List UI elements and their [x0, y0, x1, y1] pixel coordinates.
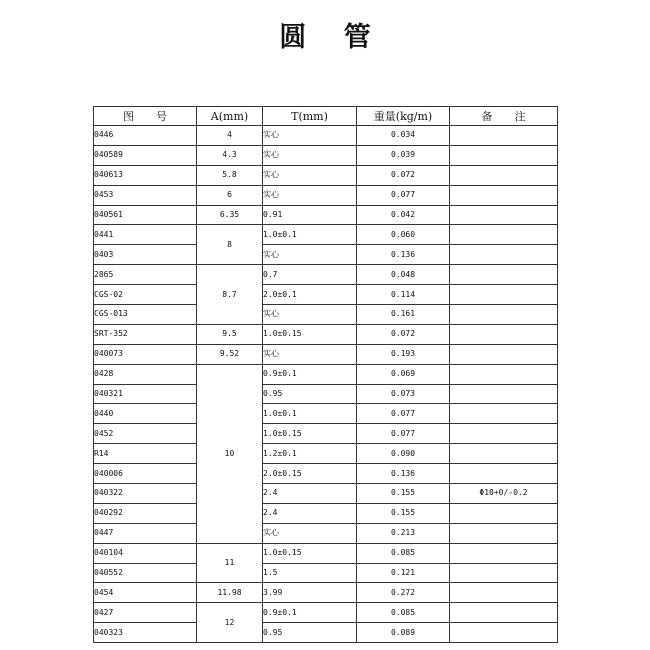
cell-drawing-no: CGS-02 [94, 285, 197, 305]
cell-t: 实心 [263, 145, 357, 165]
cell-note [450, 583, 558, 603]
cell-t: 2.0±0.1 [263, 285, 357, 305]
cell-t: 实心 [263, 245, 357, 265]
table-row [94, 205, 558, 225]
cell-note [450, 384, 558, 404]
cell-note [450, 603, 558, 623]
cell-a: 9.52 [197, 344, 263, 364]
cell-drawing-no: 0452 [94, 424, 197, 444]
cell-note [450, 265, 558, 285]
cell-note [450, 305, 558, 325]
cell-note [450, 285, 558, 305]
table-row [94, 265, 558, 285]
cell-drawing-no: 0427 [94, 603, 197, 623]
cell-drawing-no: 040322 [94, 484, 197, 504]
cell-weight: 0.121 [357, 563, 450, 583]
cell-note [450, 245, 558, 265]
table-row [94, 285, 558, 305]
cell-note [450, 225, 558, 245]
header-a: A(mm) [197, 107, 263, 126]
cell-note [450, 126, 558, 146]
cell-t: 0.95 [263, 623, 357, 643]
table-row [94, 245, 558, 265]
cell-drawing-no: 040006 [94, 464, 197, 484]
cell-drawing-no: 0440 [94, 404, 197, 424]
cell-drawing-no: 040561 [94, 205, 197, 225]
cell-weight: 0.072 [357, 165, 450, 185]
cell-weight: 0.060 [357, 225, 450, 245]
cell-t: 0.9±0.1 [263, 603, 357, 623]
cell-weight: 0.085 [357, 603, 450, 623]
cell-t: 1.0±0.15 [263, 324, 357, 344]
table-header-row [94, 107, 558, 126]
cell-weight: 0.042 [357, 205, 450, 225]
cell-weight: 0.069 [357, 364, 450, 384]
cell-drawing-no: 0454 [94, 583, 197, 603]
table-row [94, 185, 558, 205]
cell-weight: 0.155 [357, 503, 450, 523]
cell-note [450, 523, 558, 543]
cell-t: 1.2±0.1 [263, 444, 357, 464]
spec-table [93, 106, 558, 643]
cell-weight: 0.077 [357, 185, 450, 205]
cell-drawing-no: SRT-352 [94, 324, 197, 344]
cell-weight: 0.193 [357, 344, 450, 364]
cell-weight: 0.272 [357, 583, 450, 603]
cell-weight: 0.034 [357, 126, 450, 146]
cell-a: 11 [197, 543, 263, 583]
cell-drawing-no: 040292 [94, 503, 197, 523]
cell-drawing-no: 0447 [94, 523, 197, 543]
cell-weight: 0.077 [357, 404, 450, 424]
cell-t: 2.0±0.15 [263, 464, 357, 484]
cell-t: 实心 [263, 165, 357, 185]
cell-note [450, 324, 558, 344]
cell-weight: 0.077 [357, 424, 450, 444]
table-row [94, 324, 558, 344]
cell-t: 0.7 [263, 265, 357, 285]
cell-a: 9.5 [197, 324, 263, 344]
cell-t: 实心 [263, 344, 357, 364]
cell-t: 实心 [263, 126, 357, 146]
cell-a: 10 [197, 364, 263, 543]
cell-note [450, 185, 558, 205]
cell-drawing-no: 0441 [94, 225, 197, 245]
cell-t: 0.95 [263, 384, 357, 404]
header-drawing-no: 图 号 [94, 107, 197, 126]
cell-drawing-no: 0403 [94, 245, 197, 265]
cell-note [450, 205, 558, 225]
cell-weight: 0.136 [357, 245, 450, 265]
cell-drawing-no: 040613 [94, 165, 197, 185]
table-row [94, 484, 558, 504]
cell-weight: 0.090 [357, 444, 450, 464]
cell-a: 11.98 [197, 583, 263, 603]
cell-t: 实心 [263, 305, 357, 325]
table-row [94, 523, 558, 543]
cell-drawing-no: 040321 [94, 384, 197, 404]
table-row [94, 603, 558, 623]
cell-weight: 0.039 [357, 145, 450, 165]
cell-drawing-no: R14 [94, 444, 197, 464]
table-row [94, 145, 558, 165]
table-row [94, 563, 558, 583]
cell-t: 1.5 [263, 563, 357, 583]
cell-a: 5.8 [197, 165, 263, 185]
cell-weight: 0.072 [357, 324, 450, 344]
cell-weight: 0.048 [357, 265, 450, 285]
cell-weight: 0.089 [357, 623, 450, 643]
table-row [94, 305, 558, 325]
cell-drawing-no: CGS-013 [94, 305, 197, 325]
cell-t: 0.91 [263, 205, 357, 225]
cell-note [450, 543, 558, 563]
cell-t: 3.99 [263, 583, 357, 603]
cell-weight: 0.161 [357, 305, 450, 325]
cell-drawing-no: 0428 [94, 364, 197, 384]
table-row [94, 344, 558, 364]
table-row [94, 225, 558, 245]
table-row [94, 444, 558, 464]
table-row [94, 126, 558, 146]
cell-t: 1.0±0.15 [263, 424, 357, 444]
cell-a: 8 [197, 225, 263, 265]
cell-note [450, 444, 558, 464]
cell-drawing-no: 0446 [94, 126, 197, 146]
cell-note [450, 503, 558, 523]
cell-t: 1.0±0.15 [263, 543, 357, 563]
cell-note [450, 464, 558, 484]
table-body [94, 126, 558, 643]
cell-weight: 0.114 [357, 285, 450, 305]
cell-drawing-no: 040323 [94, 623, 197, 643]
cell-t: 2.4 [263, 484, 357, 504]
cell-a: 6.35 [197, 205, 263, 225]
cell-a: 4 [197, 126, 263, 146]
cell-note [450, 424, 558, 444]
table-row [94, 364, 558, 384]
cell-a: 6 [197, 185, 263, 205]
cell-drawing-no: 040552 [94, 563, 197, 583]
cell-weight: 0.155 [357, 484, 450, 504]
table-row [94, 543, 558, 563]
cell-note [450, 623, 558, 643]
cell-t: 实心 [263, 523, 357, 543]
cell-t: 1.0±0.1 [263, 404, 357, 424]
table-row [94, 424, 558, 444]
cell-drawing-no: 0453 [94, 185, 197, 205]
cell-note [450, 145, 558, 165]
cell-note [450, 364, 558, 384]
cell-note [450, 344, 558, 364]
cell-a: 12 [197, 603, 263, 643]
table-row [94, 623, 558, 643]
header-t: T(mm) [263, 107, 357, 126]
cell-drawing-no: 040073 [94, 344, 197, 364]
cell-weight: 0.085 [357, 543, 450, 563]
table-row [94, 464, 558, 484]
cell-t: 0.9±0.1 [263, 364, 357, 384]
cell-t: 1.0±0.1 [263, 225, 357, 245]
header-weight: 重量(kg/m) [357, 107, 450, 126]
cell-weight: 0.073 [357, 384, 450, 404]
page-title: 圆 管 [279, 22, 385, 53]
cell-drawing-no: 040589 [94, 145, 197, 165]
table-row [94, 165, 558, 185]
cell-a: 8.7 [197, 265, 263, 325]
cell-note [450, 563, 558, 583]
cell-drawing-no: 040104 [94, 543, 197, 563]
cell-note [450, 404, 558, 424]
cell-weight: 0.136 [357, 464, 450, 484]
table-row [94, 583, 558, 603]
table-row [94, 404, 558, 424]
cell-note: Φ10+0/-0.2 [450, 484, 558, 504]
table-row [94, 503, 558, 523]
cell-t: 2.4 [263, 503, 357, 523]
cell-note [450, 165, 558, 185]
cell-weight: 0.213 [357, 523, 450, 543]
table-row [94, 384, 558, 404]
cell-drawing-no: 2865 [94, 265, 197, 285]
header-note: 备 注 [450, 107, 558, 126]
cell-t: 实心 [263, 185, 357, 205]
cell-a: 4.3 [197, 145, 263, 165]
